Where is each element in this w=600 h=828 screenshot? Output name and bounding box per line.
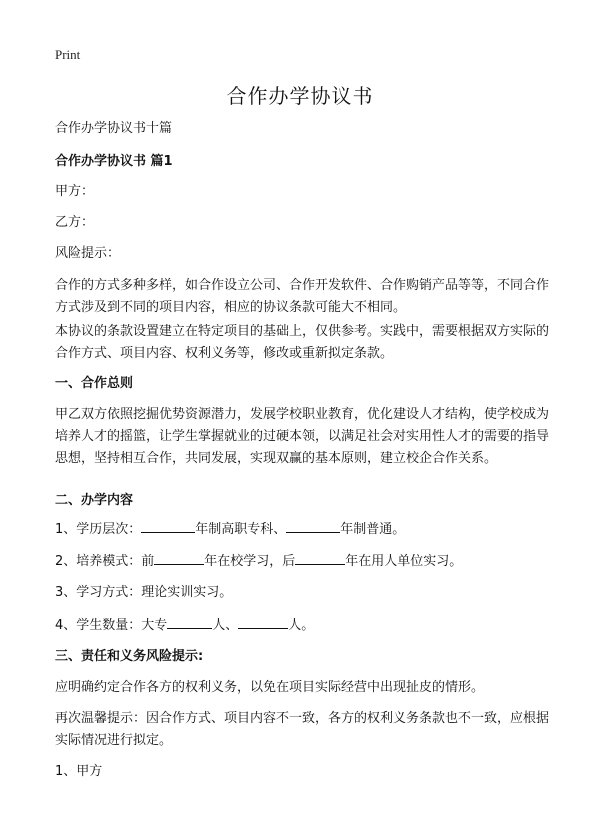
item-student-count bbox=[55, 614, 555, 637]
item-student-count-mid: 人、 bbox=[212, 618, 239, 633]
paragraph-reference-note: 本协议的条款设置建立在特定项目的基础上，仅供参考。实践中，需要根据双方实际的合作方式、项目内容、权利义务等，修改或重新拟定条款。 bbox=[55, 324, 550, 361]
print-link[interactable]: Print bbox=[55, 47, 81, 62]
item-training-mode-mid: 年在校学习，后 bbox=[204, 554, 296, 569]
paragraph-cooperation-methods: 合作的方式多种多样，如合作设立公司、合作开发软件、合作购销产品等等，不同合作方式涉及到不同的项目内容，相应的协议条款可能大不相同。 bbox=[55, 278, 550, 315]
blank-field[interactable] bbox=[295, 550, 345, 565]
blank-field[interactable] bbox=[141, 518, 195, 533]
item-education-level bbox=[55, 518, 555, 541]
item-education-level-mid: 年制高职专科、 bbox=[195, 522, 287, 537]
party-a-label: 甲方： bbox=[55, 184, 95, 199]
blank-field[interactable] bbox=[238, 614, 288, 629]
blank-field[interactable] bbox=[167, 614, 212, 629]
heading-general-principles: 一、合作总则 bbox=[55, 376, 134, 391]
paragraph-rights-obligations: 应明确约定合作各方的权利义务，以免在项目实际经营中出现扯皮的情形。 bbox=[55, 680, 485, 695]
item-training-mode-end: 年在用人单位实习。 bbox=[345, 554, 463, 569]
risk-label: 风险提示： bbox=[55, 246, 121, 261]
item-student-count-label: 4、学生数量：大专 bbox=[55, 618, 168, 633]
item-student-count-end: 人。 bbox=[288, 618, 315, 633]
party-b-label: 乙方： bbox=[55, 215, 95, 230]
heading-program-content: 二、办学内容 bbox=[55, 493, 134, 508]
item-training-mode-label: 2、培养模式：前 bbox=[55, 554, 155, 569]
item-study-mode: 3、学习方式：理论实训实习。 bbox=[55, 585, 233, 600]
heading-responsibilities: 三、责任和义务风险提示: bbox=[55, 649, 204, 664]
blank-field[interactable] bbox=[154, 550, 204, 565]
item-party-a: 1、甲方 bbox=[55, 764, 103, 779]
page-title: 合作办学协议书 bbox=[226, 84, 374, 108]
item-training-mode bbox=[55, 550, 555, 573]
section-heading: 合作办学协议书 篇1 bbox=[55, 154, 173, 169]
item-education-level-end: 年制普通。 bbox=[340, 522, 406, 537]
item-education-level-label: 1、学历层次： bbox=[55, 522, 142, 537]
document-subtitle: 合作办学协议书十篇 bbox=[55, 121, 173, 136]
blank-field[interactable] bbox=[286, 518, 340, 533]
paragraph-reminder: 再次温馨提示：因合作方式、项目内容不一致，各方的权利义务条款也不一致，应根据实际情况进行拟定。 bbox=[55, 711, 550, 748]
paragraph-principles: 甲乙双方依照挖掘优势资源潜力，发展学校职业教育，优化建设人才结构，使学校成为培养人才的摇篮，让学生掌握就业的过硬本领，以满足社会对实用性人才的需要的指导思想，坚持相互合作，共同发展，实现双赢的基本原则，建立校企合作关系。 bbox=[55, 407, 550, 466]
